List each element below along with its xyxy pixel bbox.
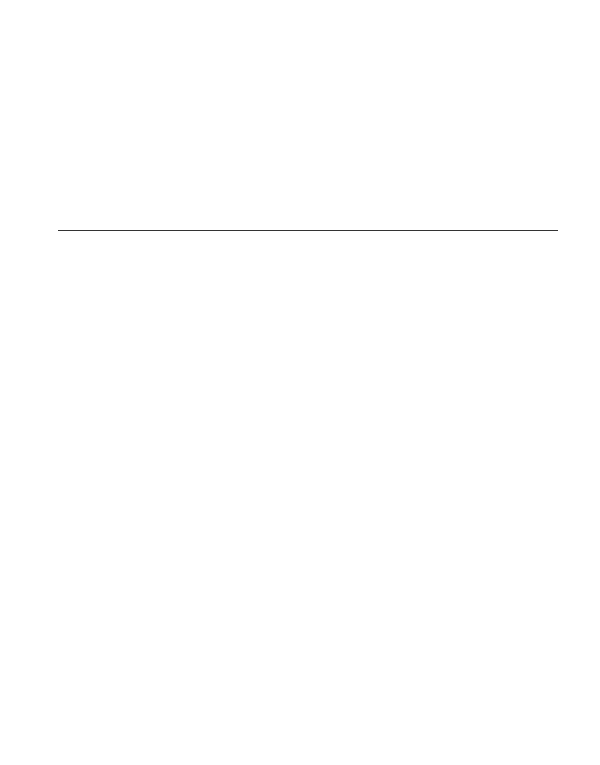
reagent-text	[70, 711, 540, 747]
header-divider	[58, 230, 558, 231]
